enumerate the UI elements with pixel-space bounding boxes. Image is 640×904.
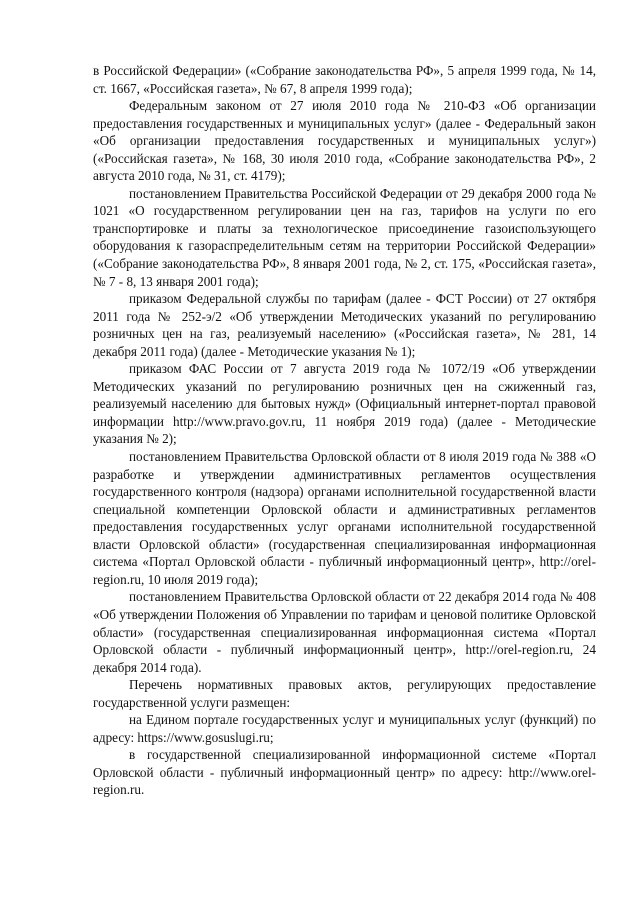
- paragraph-fas-order-1072: приказом ФАС России от 7 августа 2019 года № 1072/19 «Об утверждении Методических указаний по регулированию розничных цен на сжиженный газ, реализуемый населению для бытовых нужд» (Официальный интернет-портал правовой информации http://www.pravo.gov.ru, 11 ноября 2019 года) (далее - Методические указания № 2);: [93, 361, 596, 447]
- paragraph-government-decree-1021: постановлением Правительства Российской Федерации от 29 декабря 2000 года № 1021 «О государственном регулировании цен на газ, тарифов на услуги по его транспортировке и платы за технологическое присоединение газоиспользующего оборудования к газораспределительным сетям на территории Российской Федерации» («Собрание законодательства РФ», 8 января 2001 года, № 2, ст. 175, «Российская газета», № 7 - 8, 13 января 2001 года);: [93, 185, 596, 289]
- paragraph-fst-order-252: приказом Федеральной службы по тарифам (далее - ФСТ России) от 27 октября 2011 года № 252-э/2 «Об утверждении Методических указаний по регулированию розничных цен на газ, реализуемый населению» («Российская газета», № 281, 14 декабря 2011 года) (далее - Методические указания № 1);: [93, 291, 596, 359]
- paragraph-gosuslugi-portal: на Едином портале государственных услуг и муниципальных услуг (функций) по адресу: https://www.gosuslugi.ru;: [93, 712, 596, 745]
- paragraph-acts-list-intro: Перечень нормативных правовых актов, регулирующих предоставление государственной услуги размещен:: [93, 677, 596, 710]
- document-page: [93, 62, 596, 799]
- paragraph-continuation: в Российской Федерации» («Собрание законодательства РФ», 5 апреля 1999 года, № 14, ст. 1667, «Российская газета», № 67, 8 апреля 1999 года);: [93, 63, 596, 96]
- paragraph-orel-decree-388: постановлением Правительства Орловской области от 8 июля 2019 года № 388 «О разработке и утверждении административных регламентов осуществления государственного контроля (надзора) органами исполнительной государственной власти специальной компетенции Орловской области и административных регламентов предоставления государственных услуг органами исполнительной государственной власти Орловской области» (государственная специализированная информационная система «Портал Орловской области - публичный информационный центр», http://orel-region.ru, 10 июля 2019 года);: [93, 449, 596, 587]
- paragraph-federal-law-210: Федеральным законом от 27 июля 2010 года № 210-ФЗ «Об организации предоставления государственных и муниципальных услуг» (далее - Федеральный закон «Об организации предоставления государственных и муниципальных услуг») («Российская газета», № 168, 30 июля 2010 года, «Собрание законодательства РФ», 2 августа 2010 года, № 31, ст. 4179);: [93, 98, 596, 184]
- paragraph-orel-portal: в государственной специализированной информационной системе «Портал Орловской области - публичный информационный центр» по адресу: http://www.orel-region.ru.: [93, 747, 596, 798]
- paragraph-orel-decree-408: постановлением Правительства Орловской области от 22 декабря 2014 года № 408 «Об утверждении Положения об Управлении по тарифам и ценовой политике Орловской области» (государственная специализированная информационная система «Портал Орловской области - публичный информационный центр», http://orel-region.ru, 24 декабря 2014 года).: [93, 589, 596, 675]
